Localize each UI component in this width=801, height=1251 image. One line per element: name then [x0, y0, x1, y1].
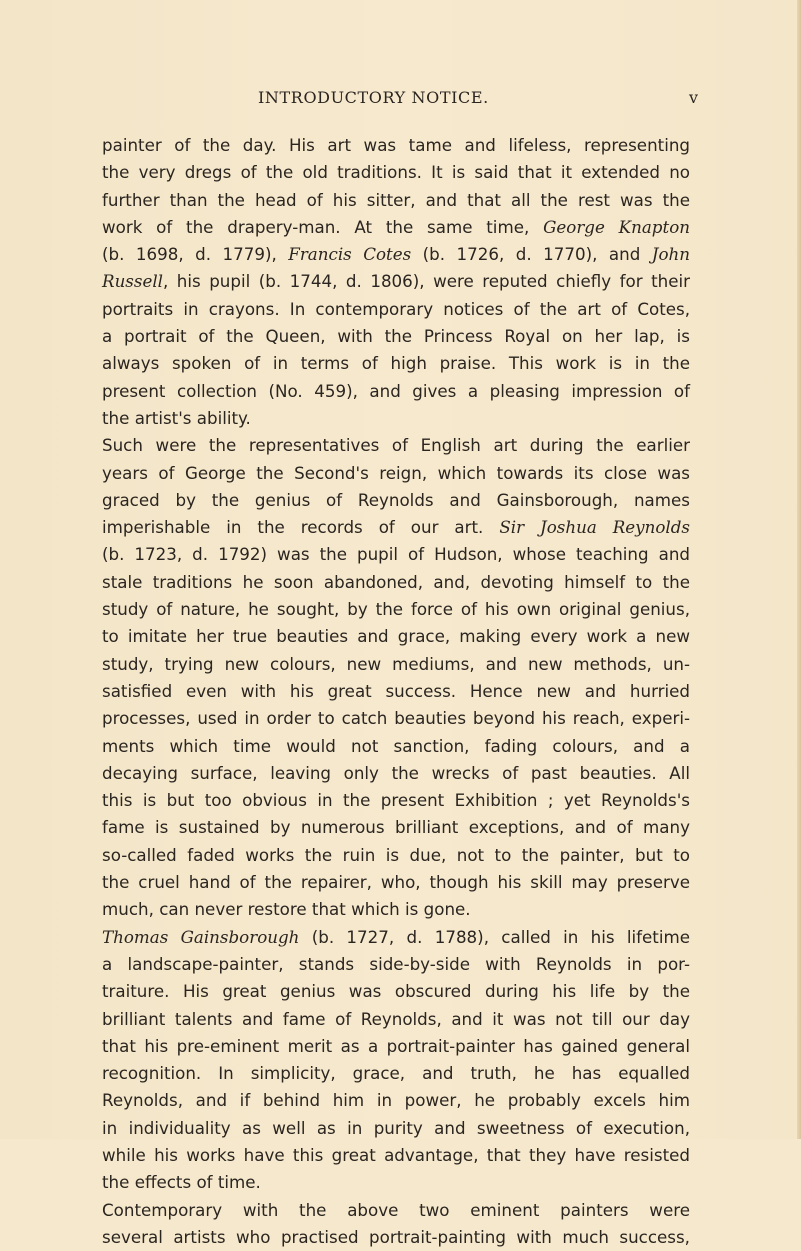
text-line [102, 405, 690, 432]
text-run: a portrait of the Queen, with the Princess Royal on her lap, is [102, 326, 690, 347]
text-line [102, 187, 690, 214]
text-line [102, 924, 690, 951]
text-line [102, 569, 690, 596]
text-run: Contemporary with the above two eminent painters were [102, 1199, 690, 1220]
text-run: study, trying new colours, new mediums, and new methods, un- [102, 653, 690, 674]
text-line [102, 159, 690, 186]
text-line [102, 1087, 690, 1114]
running-head [0, 88, 801, 112]
text-line [102, 132, 690, 159]
text-line [102, 1197, 690, 1224]
text-line [102, 350, 690, 377]
text-run: ments which time would not sanction, fading colours, and a [102, 735, 690, 756]
page-number: v [689, 88, 699, 107]
text-line [102, 760, 690, 787]
page-edge [797, 0, 801, 1139]
italic-name: Thomas Gainsborough [102, 926, 300, 947]
text-run: (b. 1698, d. 1779), [102, 244, 289, 265]
text-line [102, 814, 690, 841]
text-run: satisfied even with his great success. Hence new and hurried [102, 680, 690, 701]
text-run: the cruel hand of the repairer, who, though his skill may preserve [102, 872, 690, 893]
text-run: graced by the genius of Reynolds and Gainsborough, names [102, 489, 690, 510]
text-line [102, 842, 690, 869]
text-run: (b. 1727, d. 1788), called in his lifetime [299, 926, 690, 947]
text-run: decaying surface, leaving only the wrecks of past beauties. All [102, 762, 690, 783]
text-run: , his pupil (b. 1744, d. 1806), were reputed chiefly for their [163, 271, 690, 292]
text-line [102, 296, 690, 323]
text-run: while his works have this great advantage, that they have resisted [102, 1144, 690, 1165]
text-line [102, 978, 690, 1005]
text-run: years of George the Second's reign, which towards its close was [102, 462, 690, 483]
text-run: (b. 1726, d. 1770), and [411, 244, 652, 265]
text-line [102, 460, 690, 487]
text-line [102, 951, 690, 978]
text-run: study of nature, he sought, by the force of his own original genius, [102, 599, 690, 620]
text-run: Reynolds, and if behind him in power, he probably excels him [102, 1090, 690, 1111]
text-line [102, 541, 690, 568]
text-line [102, 1060, 690, 1087]
text-line [102, 705, 690, 732]
text-run: several artists who practised portrait-painting with much success, [102, 1226, 690, 1247]
italic-name: John [651, 244, 690, 265]
text-run: processes, used in order to catch beauties beyond his reach, experi- [102, 708, 690, 729]
text-line [102, 596, 690, 623]
text-line [102, 1115, 690, 1142]
text-run: further than the head of his sitter, and that all the rest was the [102, 189, 690, 210]
text-run: present collection (No. 459), and gives a pleasing impression of [102, 380, 690, 401]
text-line [102, 1224, 690, 1251]
text-line [102, 432, 690, 459]
text-line [102, 1033, 690, 1060]
body-text [102, 132, 690, 1251]
running-title: INTRODUCTORY NOTICE. [258, 88, 489, 107]
text-line [102, 896, 690, 923]
text-run: work of the drapery-man. At the same time, [102, 216, 544, 237]
text-line [102, 787, 690, 814]
text-run: stale traditions he soon abandoned, and, devoting himself to the [102, 571, 690, 592]
text-run: in individuality as well as in purity and sweetness of execution, [102, 1117, 690, 1138]
text-line [102, 1142, 690, 1169]
text-run: fame is sustained by numerous brilliant exceptions, and of many [102, 817, 690, 838]
text-run: Such were the representatives of English art during the earlier [102, 435, 690, 456]
text-run: painter of the day. His art was tame and lifeless, representing [102, 135, 690, 155]
text-run: the artist's ability. [102, 407, 251, 428]
text-run: the effects of time. [102, 1172, 261, 1193]
text-line [102, 869, 690, 896]
text-run: (b. 1723, d. 1792) was the pupil of Hudson, whose teaching and [102, 544, 690, 565]
italic-name: Sir Joshua Reynolds [499, 517, 690, 538]
text-line [102, 323, 690, 350]
text-line [102, 514, 690, 541]
text-line [102, 214, 690, 241]
italic-name: Russell [102, 271, 163, 292]
text-line [102, 678, 690, 705]
text-line [102, 651, 690, 678]
italic-name: George Knapton [543, 216, 690, 237]
text-run: so-called faded works the ruin is due, not to the painter, but to [102, 844, 690, 865]
text-line [102, 623, 690, 650]
text-run: this is but too obvious in the present Exhibition ; yet Reynolds's [102, 790, 690, 811]
text-run: brilliant talents and fame of Reynolds, and it was not till our day [102, 1008, 690, 1029]
text-line [102, 487, 690, 514]
text-run: a landscape-painter, stands side-by-side with Reynolds in por- [102, 953, 690, 974]
text-line [102, 1006, 690, 1033]
text-line [102, 241, 690, 268]
text-run: always spoken of in terms of high praise. This work is in the [102, 353, 690, 374]
italic-name: Francis Cotes [288, 244, 412, 265]
text-run: to imitate her true beauties and grace, making every work a new [102, 626, 690, 647]
text-run: recognition. In simplicity, grace, and truth, he has equalled [102, 1063, 690, 1084]
text-line [102, 733, 690, 760]
text-run: that his pre-eminent merit as a portrait-painter has gained general [102, 1035, 690, 1056]
text-line [102, 378, 690, 405]
text-run: traiture. His great genius was obscured during his life by the [102, 981, 690, 1002]
text-line [102, 268, 690, 295]
text-run: much, can never restore that which is gone. [102, 899, 471, 920]
text-run: portraits in crayons. In contemporary notices of the art of Cotes, [102, 298, 690, 319]
text-run: the very dregs of the old traditions. It is said that it extended no [102, 162, 690, 183]
text-run: imperishable in the records of our art. [102, 517, 500, 538]
text-line [102, 1169, 690, 1196]
